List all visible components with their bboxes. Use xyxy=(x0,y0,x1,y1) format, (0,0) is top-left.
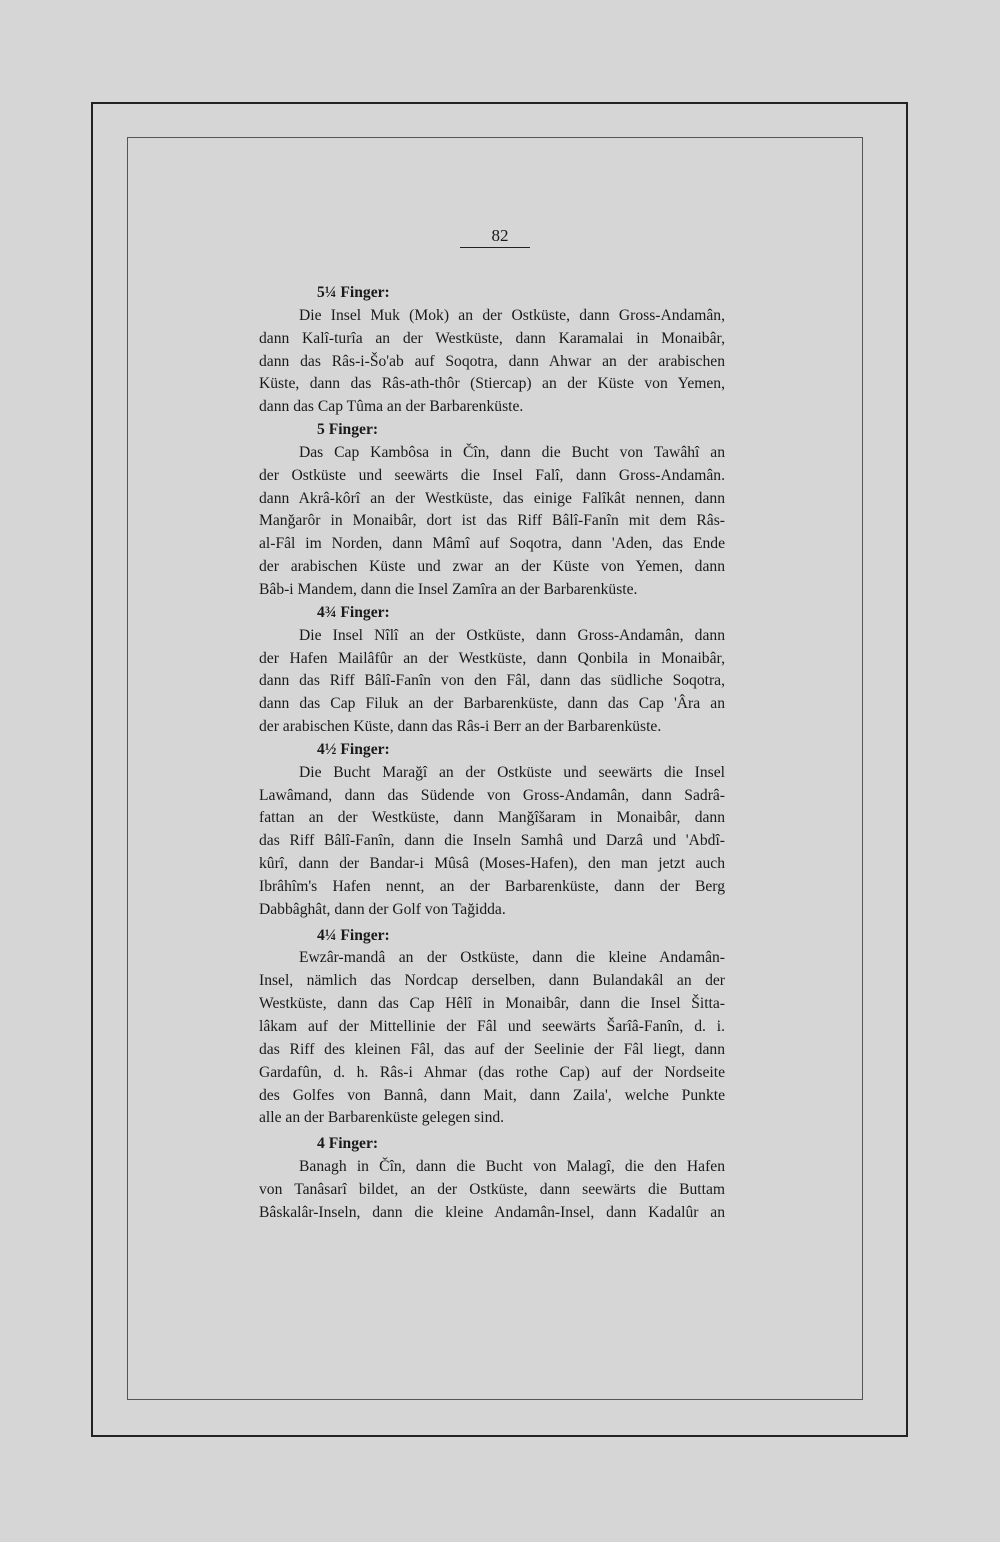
section-heading: 5¼ Finger: xyxy=(317,284,390,301)
text-line: der Ostküste und seewärts die Insel Falî, dann Gross-Andamân. xyxy=(259,466,725,484)
text-line: al-Fâl im Norden, dann Mâmî auf Soqotra, dann 'Aden, das Ende xyxy=(259,535,725,553)
section-paragraph xyxy=(259,305,725,419)
text-line: Dabbâghât, dann der Golf von Tağidda. xyxy=(259,900,506,918)
text-line: der arabischen Küste, dann das Râs-i Berr an der Barbarenküste. xyxy=(259,718,662,736)
text-line: Manğarôr in Monaibâr, dort ist das Riff Bâlî-Fanîn mit dem Râs- xyxy=(259,512,725,530)
section-5-finger xyxy=(259,419,725,602)
page-number-rule xyxy=(460,247,530,248)
text-line: kûrî, dann der Bandar-i Mûsâ (Moses-Hafen), den man jetzt auch xyxy=(259,855,725,873)
text-line: Bâb-i Mandem, dann die Insel Zamîra an der Barbarenküste. xyxy=(259,580,638,598)
text-line: dann Akrâ-kôrî an der Westküste, das einige Falîkât nennen, dann xyxy=(259,489,725,507)
page-number: 82 xyxy=(491,226,509,245)
text-line: Ewzâr-mandâ an der Ostküste, dann die kleine Andamân- xyxy=(299,949,725,967)
section-paragraph xyxy=(259,625,725,739)
section-5-1-4-finger xyxy=(259,282,725,419)
text-line: Küste, dann das Râs-ath-thôr (Stiercap) an der Küste von Yemen, xyxy=(259,375,725,393)
section-heading: 4½ Finger: xyxy=(317,740,390,758)
section-heading: 5 Finger: xyxy=(317,421,379,439)
text-line: Lawâmand, dann das Südende von Gross-Andamân, dann Sadrâ- xyxy=(259,786,725,804)
section-4-3-4-finger xyxy=(259,602,725,739)
text-line: Gardafûn, d. h. Râs-i Ahmar (das rothe Cap) auf der Nordseite xyxy=(259,1063,725,1081)
text-column xyxy=(259,282,725,1225)
section-paragraph xyxy=(259,442,725,602)
section-4-1-2-finger xyxy=(259,739,725,922)
text-line: dann das Cap Tûma an der Barbarenküste. xyxy=(259,398,524,416)
text-line: dann Kalî-turîa an der Westküste, dann Karamalai in Monaibâr, xyxy=(259,329,725,347)
text-line: Ibrâhîm's Hafen nennt, an der Barbarenküste, dann der Berg xyxy=(259,877,725,895)
text-line: Insel, nämlich das Nordcap derselben, dann Bulandakâl an der xyxy=(259,972,725,990)
text-line: das Riff des kleinen Fâl, das auf der Seelinie der Fâl liegt, dann xyxy=(259,1040,725,1058)
text-line: des Golfes von Bannâ, dann Mait, dann Zaila', welche Punkte xyxy=(259,1086,725,1104)
text-line: Die Insel Muk (Mok) an der Ostküste, dann Gross-Andamân, xyxy=(299,306,725,324)
text-line: Die Bucht Marağî an der Ostküste und seewärts die Insel xyxy=(299,763,725,781)
text-line: dann das Riff Bâlî-Fanîn von den Fâl, dann das südliche Soqotra, xyxy=(259,672,725,690)
text-line: der Hafen Mailâfûr an der Westküste, dann Qonbila in Monaibâr, xyxy=(259,649,725,667)
text-line: Die Insel Nîlî an der Ostküste, dann Gross-Andamân, dann xyxy=(299,626,725,644)
section-paragraph xyxy=(259,947,725,1130)
text-line: Das Cap Kambôsa in Čîn, dann die Bucht von Tawâhî an xyxy=(299,443,725,461)
text-line: der arabischen Küste und zwar an der Küste von Yemen, dann xyxy=(259,558,725,576)
text-line: fattan an der Westküste, dann Manğîšaram in Monaibâr, dann xyxy=(259,809,725,827)
section-paragraph xyxy=(259,1156,725,1225)
section-paragraph xyxy=(259,762,725,922)
text-line: lâkam auf der Mittellinie der Fâl und seewärts Šarîâ-Fanîn, d. i. xyxy=(259,1018,725,1035)
section-4-1-4-finger xyxy=(259,925,725,1131)
section-4-finger xyxy=(259,1133,725,1224)
section-heading: 4¼ Finger: xyxy=(317,926,390,944)
section-heading: 4¾ Finger: xyxy=(317,603,390,621)
text-line: von Tanâsarî bildet, an der Ostküste, dann seewärts die Buttam xyxy=(259,1180,725,1198)
text-line: Westküste, dann das Cap Hêlî in Monaibâr, dann die Insel Šitta- xyxy=(259,995,725,1013)
section-heading: 4 Finger: xyxy=(317,1135,379,1153)
text-line: alle an der Barbarenküste gelegen sind. xyxy=(259,1109,505,1127)
text-line: Banagh in Čîn, dann die Bucht von Malagî, die den Hafen xyxy=(299,1158,725,1176)
text-line: dann das Cap Filuk an der Barbarenküste, dann das Cap 'Âra an xyxy=(259,695,725,713)
text-line: Bâskalâr-Inseln, dann die kleine Andamân-Insel, dann Kadalûr an xyxy=(259,1203,725,1221)
text-line: dann das Râs-i-Šo'ab auf Soqotra, dann Ahwar an der arabischen xyxy=(259,352,725,370)
text-line: das Riff Bâlî-Fanîn, dann die Inseln Samhâ und Darzâ und 'Abdî- xyxy=(259,832,725,850)
